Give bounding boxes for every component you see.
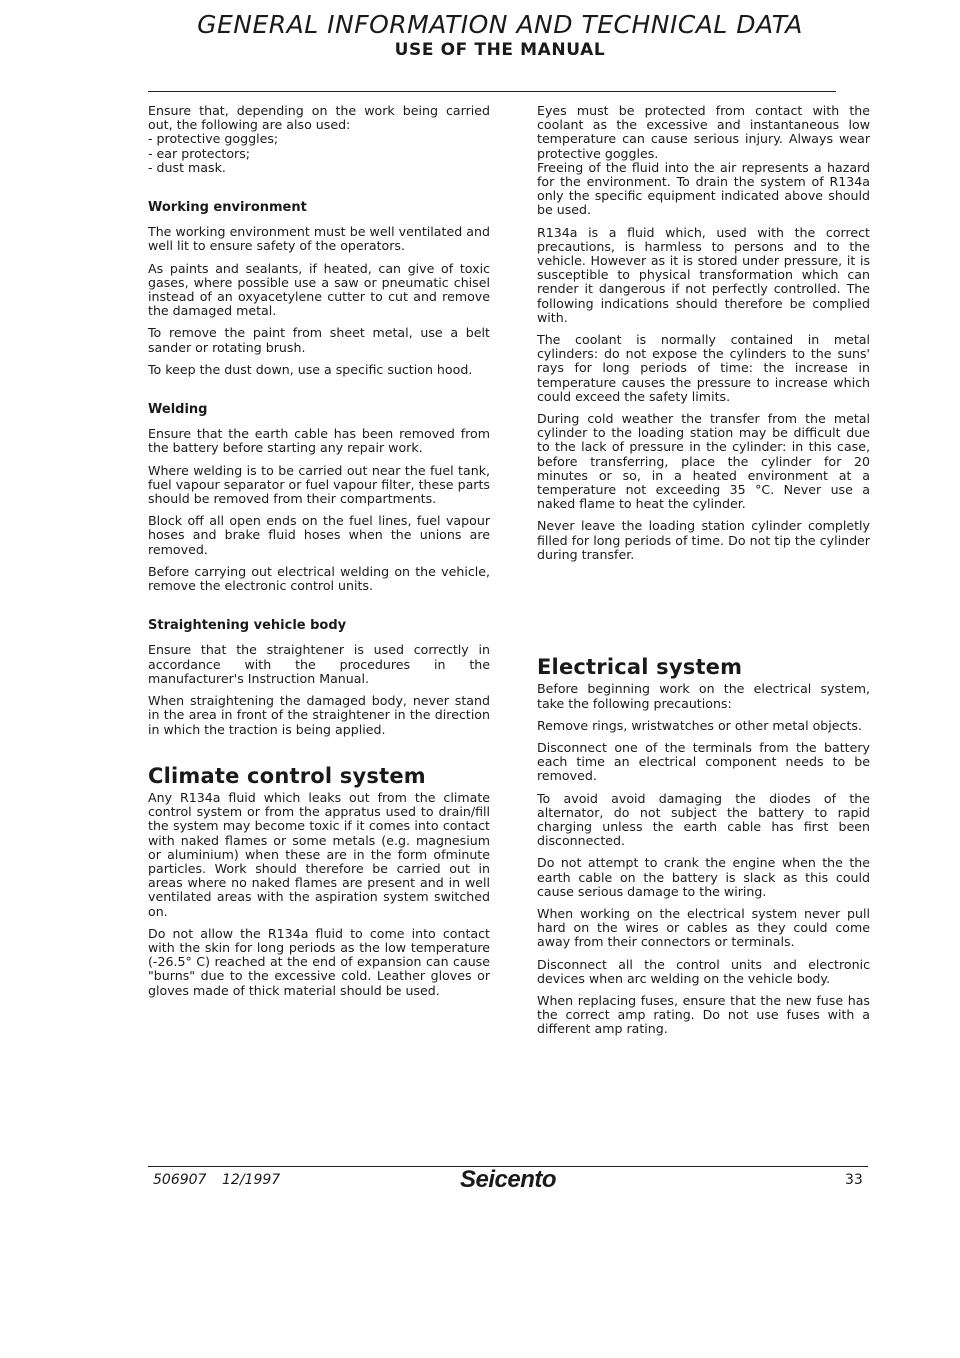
brand-logo: Seicento <box>460 1166 557 1193</box>
paragraph: As paints and sealants, if heated, can give of toxic gases, where possible use a saw or pneumatic chisel instead of an oxyacetylene cutter to cut and remove the damaged metal. <box>148 260 490 319</box>
paragraph: Before beginning work on the electrical system, take the following precautions: <box>537 681 870 711</box>
paragraph: The working environment must be well ventilated and well lit to ensure safety of the operators. <box>148 224 490 254</box>
paragraph: Block off all open ends on the fuel lines, fuel vapour hoses and brake fluid hoses when the unions are removed. <box>148 513 490 557</box>
page-header-subtitle: USE OF THE MANUAL <box>394 40 606 60</box>
paragraph: Disconnect all the control units and electronic devices when arc welding on the vehicle body. <box>537 956 870 986</box>
intro-list-item: - ear protectors; <box>148 145 251 161</box>
paragraph: When straightening the damaged body, never stand in the area in front of the straightener in the direction in which the traction is being applied. <box>148 693 490 737</box>
paragraph: Before carrying out electrical welding on the vehicle, remove the electronic control units. <box>148 563 490 594</box>
section-heading-working-environment: Working environment <box>148 200 307 216</box>
paragraph: Remove rings, wristwatches or other metal objects. <box>537 717 862 733</box>
paragraph: Do not allow the R134a fluid to come into contact with the skin for long periods as the low temperature (-26.5° C) reached at the end of expansion can cause "burns" due to the excessive cold. Leather gloves or gloves made of thick material should be used. <box>148 925 490 998</box>
paragraph: To avoid avoid damaging the diodes of the alternator, do not subject the battery to rapid charging unless the earth cable has first been disconnected. <box>537 790 870 849</box>
paragraph: Any R134a fluid which leaks out from the climate control system or from the appratus used to drain/fill the system may become toxic if it comes into contact with naked flames or some metals (e.g. magnesium or aluminium) when these are in the form ofminute particles. Work should therefore be carried out in areas where no naked flames are present and in well ventilated areas with the aspiration system switched on. <box>148 789 490 919</box>
page-header-title: GENERAL INFORMATION AND TECHNICAL DATA <box>197 10 803 39</box>
paragraph: Do not attempt to crank the engine when the the earth cable on the battery is slack as this could cause serious damage to the wiring. <box>537 855 870 899</box>
paragraph: To keep the dust down, use a specific suction hood. <box>148 361 473 377</box>
paragraph: During cold weather the transfer from the metal cylinder to the loading station may be difficult due to the lack of pressure in the cylinder: in this case, before transferring, place the cylinder for 20 minutes or so, in a heated environment at a temperature not exceeding 35 °C. Never use a naked flame to heat the cylinder. <box>537 411 870 512</box>
section-heading-climate-control: Climate control system <box>148 763 426 788</box>
left-column <box>148 104 490 1006</box>
section-heading-straightening: Straightening vehicle body <box>148 618 347 634</box>
paragraph: Eyes must be protected from contact with the coolant as the excessive and instantaneous low temperature can cause serious injury. Always wear protective goggles. <box>537 103 870 161</box>
paragraph: Ensure that the earth cable has been removed from the battery before starting any repair work. <box>148 426 490 456</box>
intro-list-item: - protective goggles; <box>148 131 279 147</box>
paragraph: The coolant is normally contained in metal cylinders: do not expose the cylinders to the suns' rays for long periods of time: the increase in temperature causes the pressure to increase which could exceed the safety limits. <box>537 332 870 404</box>
paragraph: Freeing of the fluid into the air represents a hazard for the environment. To drain the system of R134a only the specific equipment indicated above should be used. <box>537 159 870 218</box>
paragraph: Ensure that the straightener is used correctly in accordance with the procedures in the manufacturer's Instruction Manual. <box>148 642 490 686</box>
section-heading-welding: Welding <box>148 402 208 418</box>
intro-text: Ensure that, depending on the work being carried out, the following are also used: <box>148 103 490 133</box>
document-date: 12/1997 <box>222 1172 281 1188</box>
section-heading-electrical-system: Electrical system <box>537 655 743 680</box>
intro-list-item: - dust mask. <box>148 159 226 175</box>
paragraph: Where welding is to be carried out near the fuel tank, fuel vapour separator or fuel vapour filter, these parts should be removed from their compartments. <box>148 462 490 507</box>
page-number: 33 <box>845 1172 863 1188</box>
paragraph: R134a is a fluid which, used with the correct precautions, is harmless to persons and to the vehicle. However as it is stored under pressure, it is susceptible to physical transformation which can render it dangerous if not perfectly controlled. The following indications should therefore be complied with. <box>537 224 870 325</box>
paragraph: Disconnect one of the terminals from the battery each time an electrical component needs to be removed. <box>537 739 870 784</box>
paragraph: When replacing fuses, ensure that the new fuse has the correct amp rating. Do not use fuses with a different amp rating. <box>537 992 870 1037</box>
paragraph: When working on the electrical system never pull hard on the wires or cables as they could come away from their connectors or terminals. <box>537 905 870 950</box>
paragraph: To remove the paint from sheet metal, use a belt sander or rotating brush. <box>148 325 490 355</box>
right-column <box>537 104 870 1045</box>
paragraph: Never leave the loading station cylinder completly filled for long periods of time. Do not tip the cylinder during transfer. <box>537 518 870 562</box>
header-divider <box>148 91 836 92</box>
document-code: 506907 <box>153 1172 207 1188</box>
intro-block <box>148 104 490 175</box>
